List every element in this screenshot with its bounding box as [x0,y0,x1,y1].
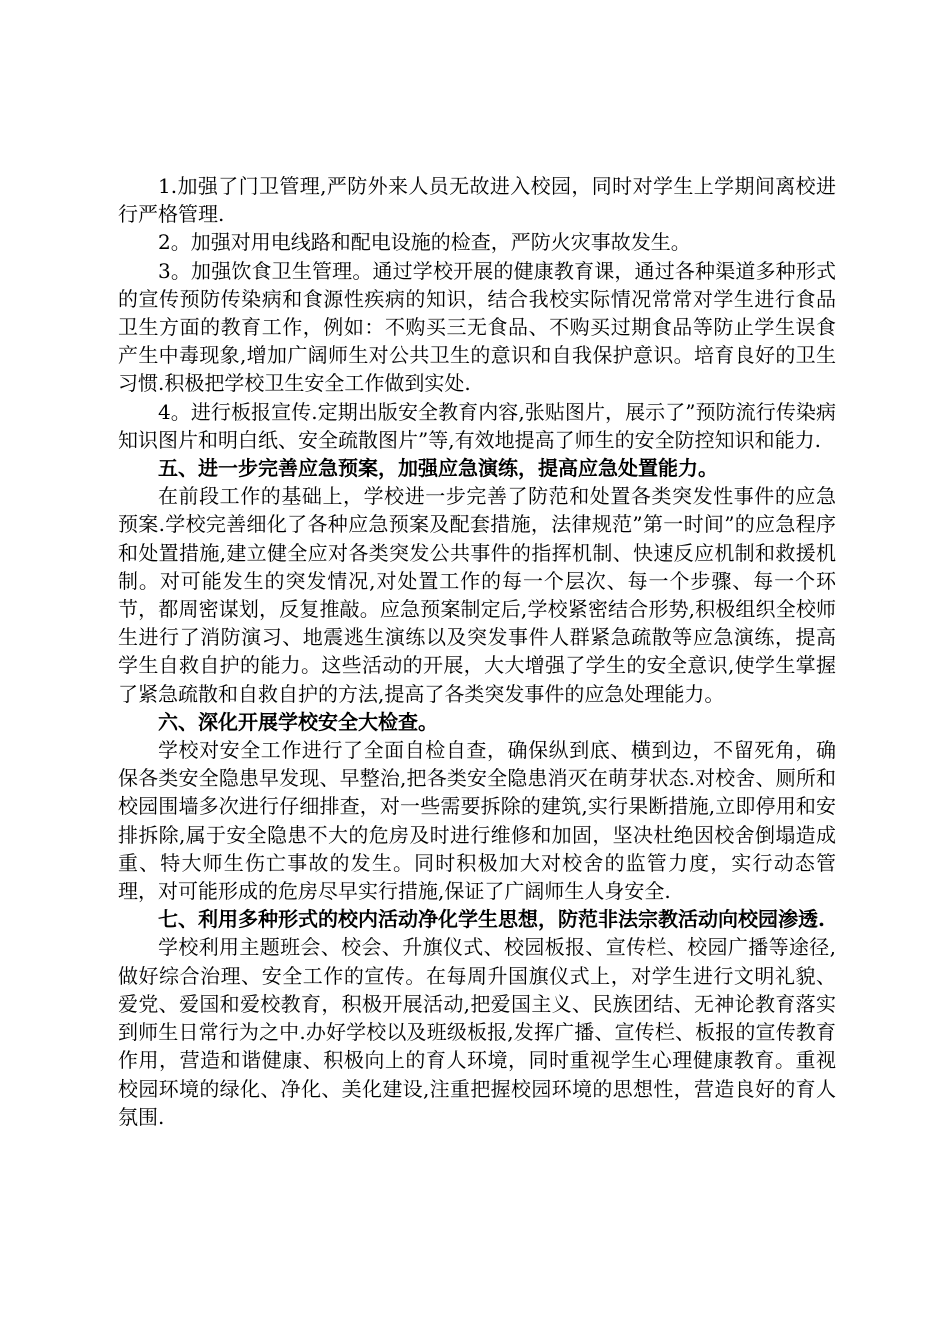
section-heading-6: 六、深化开展学校安全大检查。 [158,709,438,734]
section-heading-7: 七、利用多种形式的校内活动净化学生思想，防范非法宗教活动向校园渗透. [158,907,825,932]
paragraph-campus-activities: 学校利用主题班会、校会、升旗仪式、校园板报、宣传栏、校园广播等途径,做好综合治理、安全工作的宣传。在每周升国旗仪式上，对学生进行文明礼貌、爱党、爱国和爱校教育，积极开展活动,把爱国主义、民族团结、无神论教育落实到师生日常行为之中.办好学校以及班级板报,发挥广播、宣传栏、板报的宣传教育作用，营造和谐健康、积极向上的育人环境，同时重视学生心理健康教育。重视校园环境的绿化、净化、美化建设,注重把握校园环境的思想性，营造良好的育人氛围. [118,935,836,1129]
paragraph-security-gate: 1.加强了门卫管理,严防外来人员无故进入校园，同时对学生上学期间离校进行严格管理. [118,174,836,227]
document-body [118,172,836,1131]
paragraph-food-hygiene: 3。加强饮食卫生管理。通过学校开展的健康教育课，通过各种渠道多种形式的宣传预防传染病和食源性疾病的知识，结合我校实际情况常常对学生进行食品卫生方面的教育工作，例如：不购买三无食品、不购买过期食品等防止学生误食产生中毒现象,增加广阔师生对公共卫生的意识和自我保护意识。培育良好的卫生习惯.积极把学校卫生安全工作做到实处. [118,258,836,396]
paragraph-emergency-plan: 在前段工作的基础上，学校进一步完善了防范和处置各类突发性事件的应急预案.学校完善细化了各种应急预案及配套措施，法律规范”第一时间”的应急程序和处置措施,建立健全应对各类突发公共事件的指挥机制、快速反应机制和救援机制。对可能发生的突发情况,对处置工作的每一个层次、每一个步骤、每一个环节，都周密谋划，反复推敲。应急预案制定后,学校紧密结合形势,积极组织全校师生进行了消防演习、地震逃生演练以及突发事件人群紧急疏散等应急演练，提高学生自救自护的能力。这些活动的开展，大大增强了学生的安全意识,使学生掌握了紧急疏散和自救自护的方法,提高了各类突发事件的应急处理能力。 [118,484,836,706]
section-heading-5: 五、进一步完善应急预案，加强应急演练，提高应急处置能力。 [158,456,718,481]
paragraph-blackboard-publicity: 4。进行板报宣传.定期出版安全教育内容,张贴图片，展示了”预防流行传染病知识图片和明白纸、安全疏散图片”等,有效地提高了师生的安全防控知识和能力. [118,399,836,452]
paragraph-electrical-safety: 2。加强对用电线路和配电设施的检查，严防火灾事故发生。 [158,230,691,255]
paragraph-safety-inspection: 学校对安全工作进行了全面自检自查，确保纵到底、横到边，不留死角，确保各类安全隐患早发现、早整治,把各类安全隐患消灭在萌芽状态.对校舍、厕所和校园围墙多次进行仔细排查，对一些需要拆除的建筑,实行果断措施,立即停用和安排拆除,属于安全隐患不大的危房及时进行维修和加固，坚决杜绝因校舍倒塌造成重、特大师生伤亡事故的发生。同时积极加大对校舍的监管力度，实行动态管理，对可能形成的危房尽早实行措施,保证了广阔师生人身安全. [118,738,836,904]
